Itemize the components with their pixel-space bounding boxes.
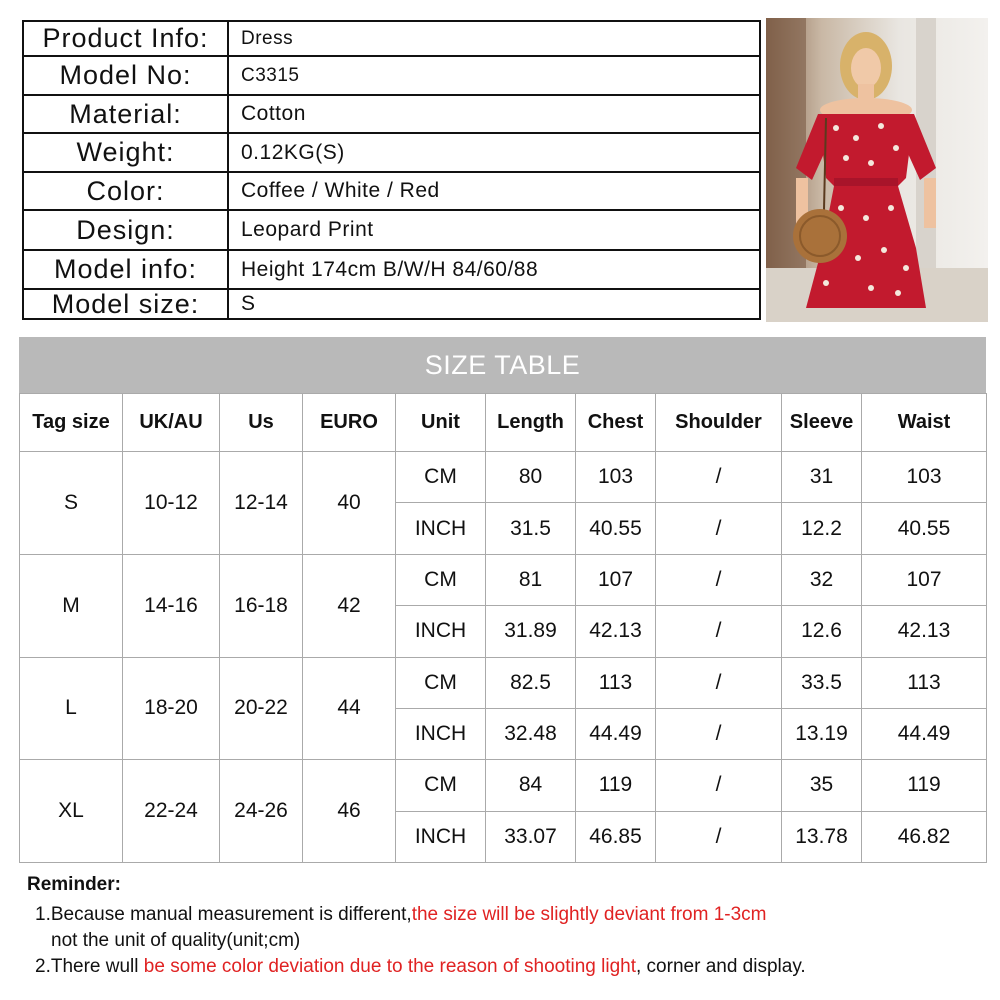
waist-cell: 46.82 xyxy=(862,811,987,862)
us-cell: 16-18 xyxy=(220,554,303,657)
column-header: Sleeve xyxy=(782,394,862,452)
unit-cell: CM xyxy=(396,657,486,708)
length-cell: 33.07 xyxy=(486,811,576,862)
info-row-material xyxy=(24,94,759,132)
info-row-weight xyxy=(24,132,759,171)
info-value: Cotton xyxy=(241,102,306,125)
info-row-product xyxy=(24,22,759,55)
waist-cell: 44.49 xyxy=(862,708,987,759)
table-row xyxy=(20,554,987,605)
length-cell: 31.89 xyxy=(486,606,576,657)
unit-cell: INCH xyxy=(396,606,486,657)
size-table-title: SIZE TABLE xyxy=(19,337,986,393)
shoulder-cell: / xyxy=(656,708,782,759)
table-row xyxy=(20,760,987,811)
sleeve-cell: 31 xyxy=(782,452,862,503)
info-label: Model No: xyxy=(24,57,229,94)
shoulder-cell: / xyxy=(656,811,782,862)
info-value: Height 174cm B/W/H 84/60/88 xyxy=(241,257,539,281)
column-header: Unit xyxy=(396,394,486,452)
info-value: C3315 xyxy=(241,64,300,86)
product-info-table xyxy=(22,20,761,320)
waist-cell: 42.13 xyxy=(862,606,987,657)
shoulder-cell: / xyxy=(656,452,782,503)
euro-cell: 42 xyxy=(303,554,396,657)
info-row-model-size xyxy=(24,288,759,318)
reminder-title: Reminder: xyxy=(27,874,121,895)
info-label: Model info: xyxy=(24,251,229,288)
reminder-section xyxy=(27,874,987,980)
reminder-highlight: be some color deviation due to the reason of shooting light xyxy=(143,956,636,977)
chest-cell: 40.55 xyxy=(576,503,656,554)
shoulder-cell: / xyxy=(656,503,782,554)
info-row-design xyxy=(24,209,759,249)
length-cell: 82.5 xyxy=(486,657,576,708)
info-label: Design: xyxy=(24,211,229,249)
info-value: S xyxy=(241,292,256,315)
uk-au-cell: 14-16 xyxy=(123,554,220,657)
column-header: Waist xyxy=(862,394,987,452)
info-row-model-info xyxy=(24,249,759,288)
length-cell: 80 xyxy=(486,452,576,503)
sleeve-cell: 13.78 xyxy=(782,811,862,862)
info-label: Material: xyxy=(24,96,229,132)
model-photo xyxy=(766,18,988,322)
length-cell: 81 xyxy=(486,554,576,605)
info-value: Coffee / White / Red xyxy=(241,179,440,202)
column-header: Tag size xyxy=(20,394,123,452)
unit-cell: CM xyxy=(396,760,486,811)
tag-size-cell: XL xyxy=(20,760,123,863)
column-header: Chest xyxy=(576,394,656,452)
info-label: Product Info: xyxy=(24,22,229,55)
column-header: UK/AU xyxy=(123,394,220,452)
unit-cell: CM xyxy=(396,554,486,605)
uk-au-cell: 22-24 xyxy=(123,760,220,863)
info-label: Color: xyxy=(24,173,229,209)
info-row-color xyxy=(24,171,759,209)
info-value: 0.12KG(S) xyxy=(241,140,345,164)
unit-cell: CM xyxy=(396,452,486,503)
us-cell: 20-22 xyxy=(220,657,303,760)
sleeve-cell: 13.19 xyxy=(782,708,862,759)
shoulder-cell: / xyxy=(656,554,782,605)
waist-cell: 113 xyxy=(862,657,987,708)
length-cell: 32.48 xyxy=(486,708,576,759)
chest-cell: 46.85 xyxy=(576,811,656,862)
chest-cell: 107 xyxy=(576,554,656,605)
info-value: Dress xyxy=(241,27,294,49)
reminder-line-1 xyxy=(27,902,987,928)
shoulder-cell: / xyxy=(656,760,782,811)
reminder-text: 2.There wull xyxy=(35,956,144,977)
sleeve-cell: 12.6 xyxy=(782,606,862,657)
sleeve-cell: 12.2 xyxy=(782,503,862,554)
chest-cell: 44.49 xyxy=(576,708,656,759)
chest-cell: 42.13 xyxy=(576,606,656,657)
unit-cell: INCH xyxy=(396,708,486,759)
info-label: Model size: xyxy=(24,290,229,318)
length-cell: 84 xyxy=(486,760,576,811)
reminder-line-1b: not the unit of quality(unit;cm) xyxy=(51,930,301,951)
table-row xyxy=(20,452,987,503)
unit-cell: INCH xyxy=(396,811,486,862)
waist-cell: 40.55 xyxy=(862,503,987,554)
uk-au-cell: 18-20 xyxy=(123,657,220,760)
bag-shape xyxy=(793,209,847,263)
info-row-model-no xyxy=(24,55,759,94)
sleeve-cell: 32 xyxy=(782,554,862,605)
reminder-highlight: the size will be slightly deviant from 1-3cm xyxy=(411,904,767,925)
unit-cell: INCH xyxy=(396,503,486,554)
reminder-text: , corner and display. xyxy=(636,956,806,977)
chest-cell: 113 xyxy=(576,657,656,708)
waist-cell: 119 xyxy=(862,760,987,811)
uk-au-cell: 10-12 xyxy=(123,452,220,555)
us-cell: 12-14 xyxy=(220,452,303,555)
info-label: Weight: xyxy=(24,134,229,171)
column-header: Length xyxy=(486,394,576,452)
sleeve-cell: 35 xyxy=(782,760,862,811)
chest-cell: 119 xyxy=(576,760,656,811)
tag-size-cell: M xyxy=(20,554,123,657)
column-header: Shoulder xyxy=(656,394,782,452)
euro-cell: 46 xyxy=(303,760,396,863)
tag-size-cell: L xyxy=(20,657,123,760)
euro-cell: 40 xyxy=(303,452,396,555)
euro-cell: 44 xyxy=(303,657,396,760)
waist-cell: 107 xyxy=(862,554,987,605)
shoulder-cell: / xyxy=(656,657,782,708)
sleeve-cell: 33.5 xyxy=(782,657,862,708)
table-row xyxy=(20,657,987,708)
length-cell: 31.5 xyxy=(486,503,576,554)
column-header: EURO xyxy=(303,394,396,452)
size-table-header-row xyxy=(20,394,987,452)
model-illustration xyxy=(766,18,988,322)
shoulder-cell: / xyxy=(656,606,782,657)
chest-cell: 103 xyxy=(576,452,656,503)
info-value: Leopard Print xyxy=(241,218,374,241)
column-header: Us xyxy=(220,394,303,452)
us-cell: 24-26 xyxy=(220,760,303,863)
reminder-text: 1.Because manual measurement is different, xyxy=(35,904,412,925)
size-table xyxy=(19,393,987,863)
waist-cell: 103 xyxy=(862,452,987,503)
reminder-line-2 xyxy=(27,954,987,980)
tag-size-cell: S xyxy=(20,452,123,555)
